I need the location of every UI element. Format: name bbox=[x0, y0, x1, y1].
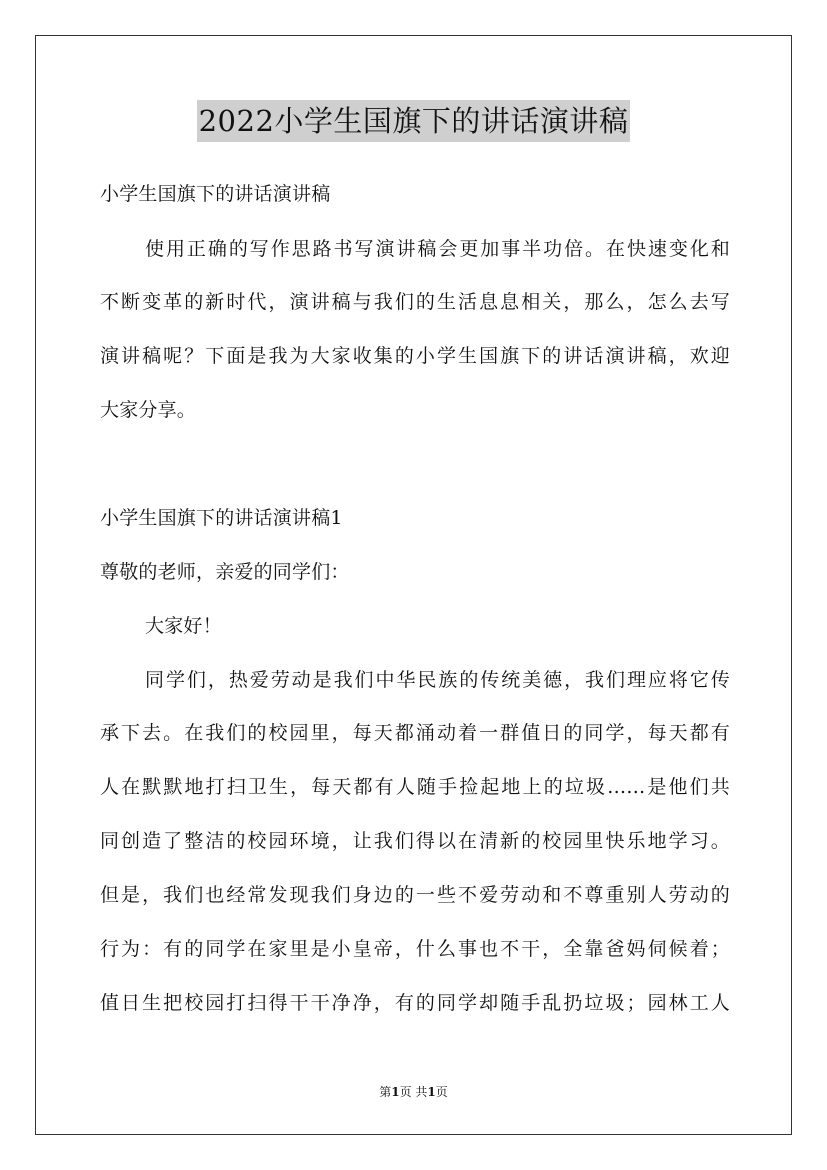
greeting-line: 大家好！ bbox=[145, 615, 222, 637]
document-title: 2022小学生国旗下的讲话演讲稿 bbox=[197, 100, 631, 142]
title-container bbox=[0, 100, 827, 142]
paragraph-line: 行为：有的同学在家里是小皇帝，什么事也不干，全靠爸妈伺候着； bbox=[100, 938, 730, 960]
salutation-line: 尊敬的老师，亲爱的同学们： bbox=[100, 561, 350, 583]
paragraph-line: 大家分享。 bbox=[100, 399, 197, 421]
paragraph-line: 不断变革的新时代，演讲稿与我们的生活息息相关，那么，怎么去写 bbox=[100, 291, 730, 313]
page-current: 1 bbox=[391, 1085, 400, 1099]
paragraph-line: 演讲稿呢？下面是我为大家收集的小学生国旗下的讲话演讲稿，欢迎 bbox=[100, 345, 730, 367]
page-total: 1 bbox=[427, 1085, 436, 1099]
paragraph-line: 人在默默地打扫卫生，每天都有人随手捡起地上的垃圾……是他们共 bbox=[100, 776, 730, 798]
paragraph-line: 但是，我们也经常发现我们身边的一些不爱劳动和不尊重别人劳动的 bbox=[100, 884, 730, 906]
subtitle-line: 小学生国旗下的讲话演讲稿 bbox=[100, 183, 331, 205]
section-heading: 小学生国旗下的讲话演讲稿1 bbox=[100, 507, 343, 529]
paragraph-line: 同创造了整洁的校园环境，让我们得以在清新的校园里快乐地学习。 bbox=[100, 830, 730, 852]
paragraph-line: 值日生把校园打扫得干干净净，有的同学却随手乱扔垃圾；园林工人 bbox=[100, 992, 730, 1014]
paragraph-line: 使用正确的写作思路书写演讲稿会更加事半功倍。在快速变化和 bbox=[145, 238, 730, 260]
page-suffix: 页 bbox=[435, 1085, 448, 1099]
page-mid: 页 共 bbox=[399, 1085, 428, 1099]
page-prefix: 第 bbox=[379, 1085, 392, 1099]
page-footer bbox=[0, 1084, 827, 1100]
paragraph-line: 同学们，热爱劳动是我们中华民族的传统美德，我们理应将它传 bbox=[145, 669, 730, 691]
paragraph-line: 承下去。在我们的校园里，每天都涌动着一群值日的同学，每天都有 bbox=[100, 722, 730, 744]
